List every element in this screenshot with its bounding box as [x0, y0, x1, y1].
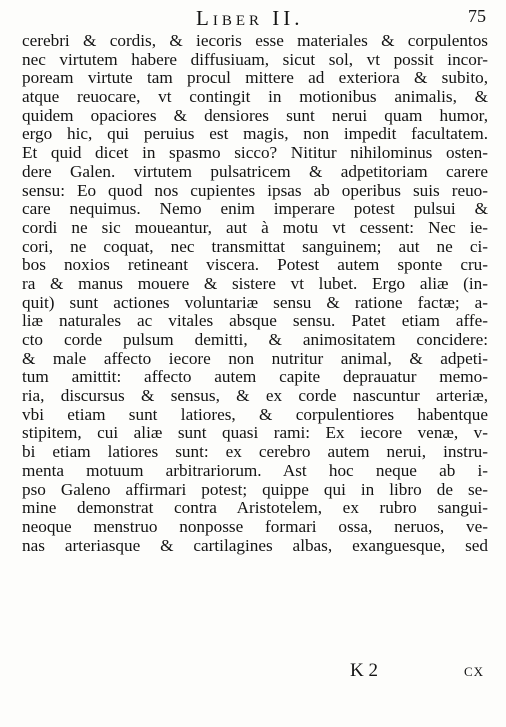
text-line: sensu: Eo quod nos cupientes ipsas ab operibus suis reuo- — [22, 181, 488, 200]
running-title: Liber II. — [196, 6, 304, 30]
text-line: ra & manus mouere & sistere vt lubet. Ergo aliæ (in- — [22, 274, 488, 293]
page-number: 75 — [468, 6, 486, 26]
text-line: mine demonstrat contra Aristotelem, ex rubro sangui- — [22, 499, 488, 518]
text-line: menta motuum arbitrariorum. Ast hoc neque ab i- — [22, 461, 488, 480]
text-line: quidem opaciores & densiores sunt nerui quam humor, — [22, 106, 488, 125]
text-line: Et quid dicet in spasmo sicco? Nititur nihilominus osten- — [22, 144, 488, 163]
text-line: liæ naturales ac vitales absque sensu. Patet etiam affe- — [22, 312, 488, 331]
text-line: & male affecto iecore non nutritur animal, & adpeti- — [22, 349, 488, 368]
text-line: nas arteriasque & cartilagines albas, exanguesque, sed — [22, 536, 488, 555]
text-line: bos noxios retineant viscera. Potest autem sponte cru- — [22, 256, 488, 275]
page-footer — [0, 660, 506, 688]
text-line: bi etiam latiores sunt: ex cerebro autem nerui, instru- — [22, 443, 488, 462]
text-line: ria, discursus & sensus, & ex corde nascuntur arteriæ, — [22, 387, 488, 406]
text-line: atque reuocare, vt contingit in motionibus animalis, & — [22, 88, 488, 107]
running-head — [28, 6, 486, 32]
text-line: dere Galen. virtutem pulsatricem & adpetitoriam carere — [22, 162, 488, 181]
text-line: cordi ne sic moueantur, aut à motu vt cessent: Nec ie- — [22, 218, 488, 237]
text-line: cerebri & cordis, & iecoris esse materiales & corpulentos — [22, 32, 488, 50]
text-line: pso Galeno affirmari potest; quippe qui in libro de se- — [22, 480, 488, 499]
catchword: cx — [463, 660, 484, 680]
text-line: vbi etiam sunt latiores, & corpulentiores habentque — [22, 405, 488, 424]
text-line: care nequimus. Nemo enim imperare potest pulsui & — [22, 200, 488, 219]
text-line: neoque menstruo nonposse formari ossa, neruos, ve- — [22, 517, 488, 536]
body-text — [22, 32, 488, 555]
text-line: cto corde pulsum demitti, & animositatem concidere: — [22, 331, 488, 349]
text-line: nec virtutem habere diffusiuam, sicut sol, vt possit incor- — [22, 50, 488, 69]
text-line: ergo hic, qui peruius est magis, non impedit facultatem. — [22, 125, 488, 144]
text-line: quit) sunt actiones voluntariæ sensu & ratione factæ; a- — [22, 293, 488, 312]
text-line: stipitem, cui aliæ sunt quasi rami: Ex iecore venæ, v- — [22, 424, 488, 443]
text-line: tum amittit: affecto autem capite deprauatur memo- — [22, 368, 488, 387]
text-line: poream virtute tam procul mittere ad exteriora & subito, — [22, 69, 488, 88]
signature-mark: K 2 — [350, 660, 378, 681]
text-line: cori, ne coquat, nec transmittat sanguinem; aut ne ci- — [22, 237, 488, 256]
